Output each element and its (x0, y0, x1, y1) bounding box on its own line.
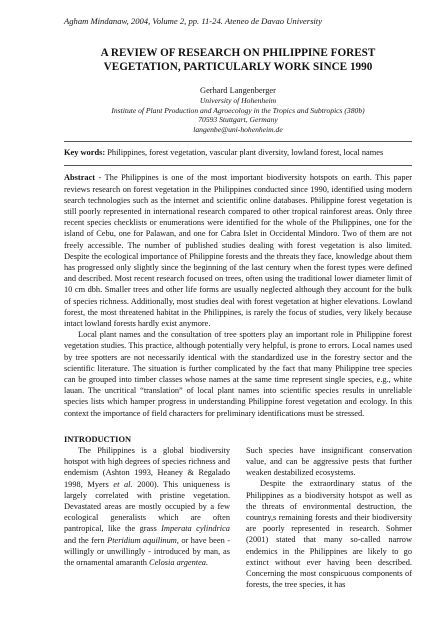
intro-paragraph-1 (64, 445, 230, 568)
column-left (64, 434, 230, 591)
keywords-text: Philippines, forest vegetation, vascular plant diversity, lowland forest, local names (105, 148, 384, 158)
abstract-label: Abstract (64, 173, 96, 183)
body-columns (64, 434, 412, 591)
intro-text: The Philippines is a global biodiversity hotspot with high degrees of species richness and endemism (Ashton 1993, Heaney & Regalado 1998, Myers (64, 446, 230, 489)
divider-top (64, 141, 412, 142)
intro-text: and the fern (64, 535, 108, 545)
intro-italic: et al. (113, 479, 133, 489)
intro-text: or have been - willingly or unwillingly - introduced by man, as the ornamental amaranth (64, 535, 230, 568)
keywords (64, 148, 412, 158)
keywords-label: Key words: (64, 148, 106, 158)
abstract-paragraph-1 (64, 172, 412, 329)
abstract-paragraph-2: Local plant names and the consultation of tree spotters play an important role in Philippine forest vegetation studies. This practice, although potentially very helpful, is prone to errors. Local names used by tree spotters are not necessarily identical with the standardized use in the forestry sector and the scientific literature. The situation is further complicated by the fact that many Philippine tree species can be grouped into timber classes whose names at the same time represent single species, e.g., white lauan. The uncritical “translation” of local plant names into scientific species results in unreliable species lists which hamper progress in understanding Philippine forest vegetation and ecology. In this context the importance of field characters for preliminary identifications must be stressed. (64, 330, 412, 418)
paper-title (64, 46, 412, 74)
abstract-text-1: - The Philippines is one of the most important biodiversity hotspots on earth. This paper reviews research on forest vegetation in the Philippines conducted since 1990, identified using modern search technologies such as the internet and scientific online databases. Philippine forest vegetation is still poorly represented in international research compared to other tropical rainforest areas. Only three recent species checklists or enumerations were identified for the whole of the Philippines, one for the island of Cebu, one for Palawan, and one for Cabra Islet in Occidental Mindoro. Two of them are not freely accessible. The number of published studies dealing with forest vegetation is also limited. Despite the ecological importance of Philippine forests and the threats they face, knowledge about them has progressed only slightly since the beginning of the last century when the forest types were defined and described. Most recent research focused on trees, often using the traditional lower diameter limit of 10 cm dbh. Smaller trees and other life forms are usually neglected although they account for the bulk of species richness. Additionally, most studies deal with forest vegetation at higher elevations. Lowland forest, the most threatened habitat in the Philippines, is rarely the focus of studies, very likely because intact lowland forests hardly exist anymore. (64, 173, 412, 329)
author-institute: Institute of Plant Production and Agroecology in the Tropics and Subtropics (380b) (111, 105, 365, 115)
intro-text: 2000). This uniqueness is largely correlated with pristine vegetation. Devastated areas are mostly occupied by a few ecological generalists which are often pantropical, like the grass (64, 479, 230, 534)
column-right (246, 445, 412, 591)
author-university: University of Hohenheim (199, 96, 277, 105)
species-name: Celosia argentea. (149, 558, 209, 568)
divider-bottom (64, 165, 412, 166)
intro-paragraph-continued: Such species have insignificant conservation value, and can be aggressive pests that further weaken destabilized ecosystems. (246, 445, 412, 478)
journal-citation: Agham Mindanaw, 2004, Volume 2, pp. 11-24. Ateneo de Davao University (64, 16, 323, 26)
author-name: Gerhard Langenberger (200, 86, 276, 95)
section-heading-introduction: INTRODUCTION (64, 434, 132, 444)
author-email: langenbe@uni-hohenheim.de (193, 124, 283, 134)
intro-paragraph-2: Despite the extraordinary status of the Philippines as a biodiversity hotspot as well as the threats of environmental destruction, the country,s remaining forests and their biodiversity are poorly represented in research. Sohmer (2001) stated that many so-called narrow endemics in the Philippines are likely to go extinct without ever having been described. Concerning the most conspicuous components of forests, the tree species, it has (246, 479, 412, 590)
title-line-1: A REVIEW OF RESEARCH ON PHILIPPINE FOREST (100, 47, 376, 59)
abstract (64, 172, 412, 418)
species-name: Imperata cylindrica (161, 524, 230, 534)
species-name: Pteridium aquilinum, (107, 535, 179, 545)
title-line-2: VEGETATION, PARTICULARLY WORK SINCE 1990 (103, 61, 373, 73)
author-city: 70593 Stuttgart, Germany (198, 115, 278, 125)
